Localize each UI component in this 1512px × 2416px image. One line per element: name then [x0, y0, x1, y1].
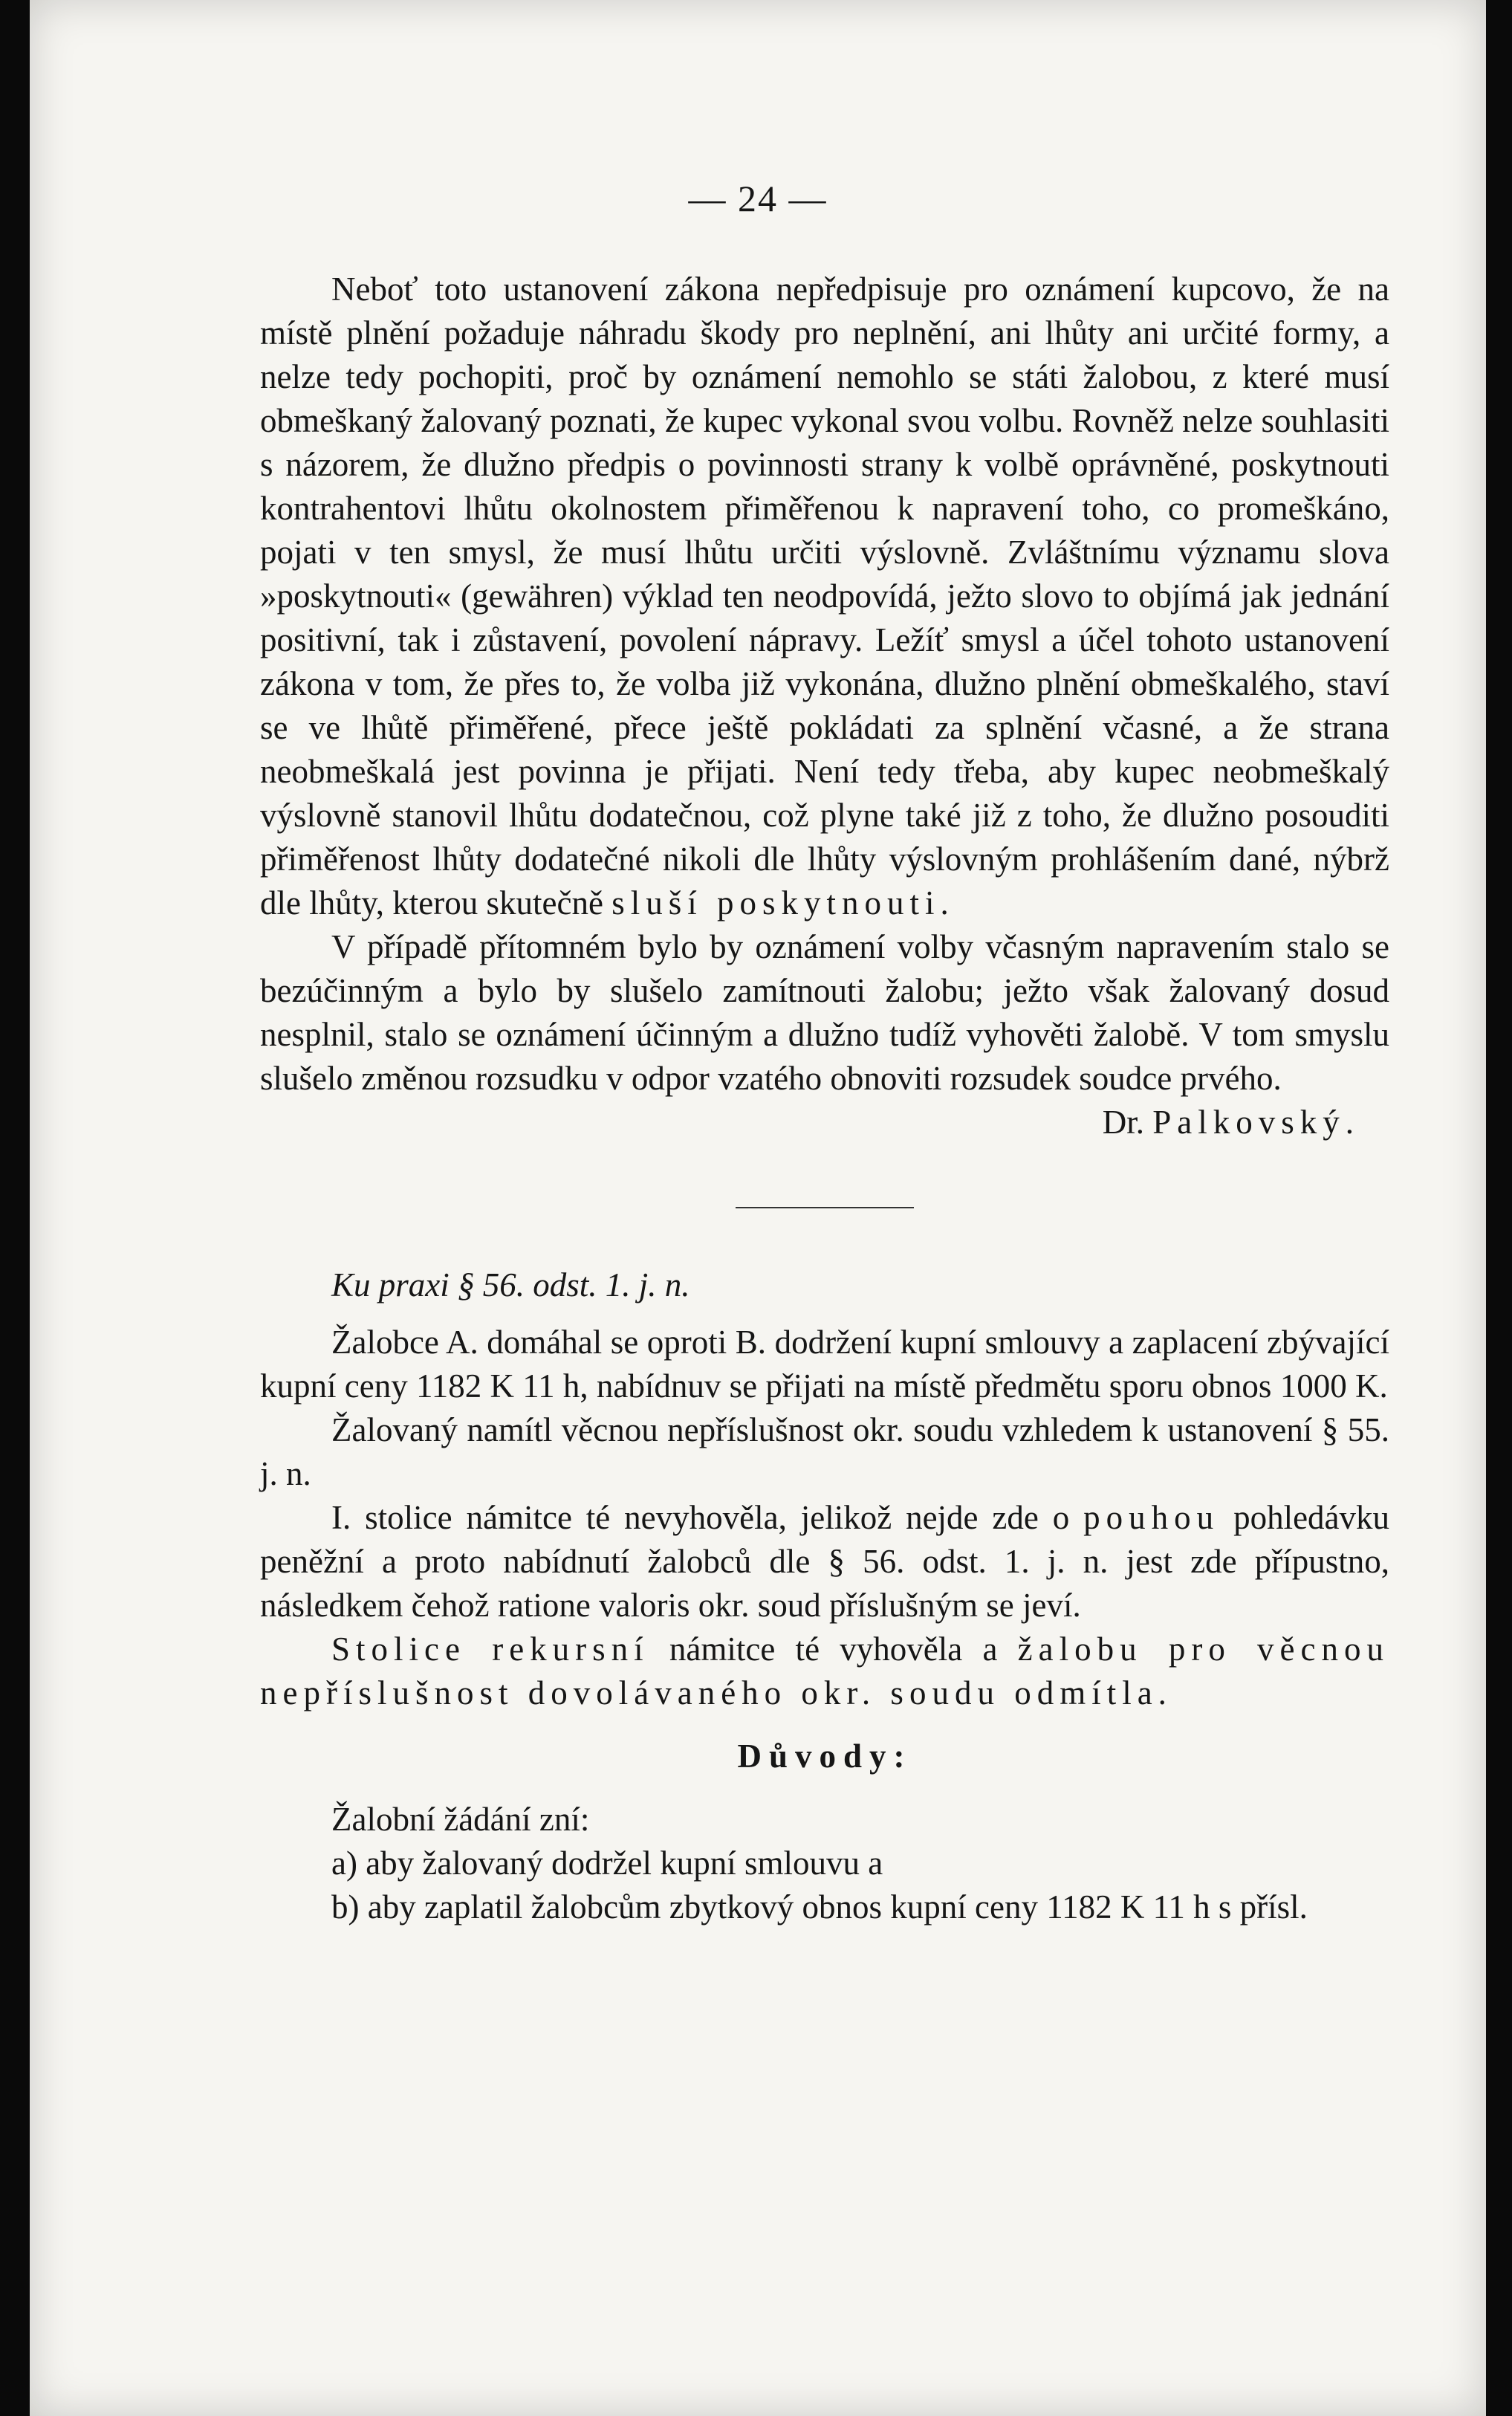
paragraph-1-text: Neboť toto ustanovení zákona nepředpisuje pro oznámení kupcovo, že na místě plnění požaduje náhradu škody pro neplnění, ani lhůty ani určité formy, a nelze tedy pochopiti, proč by oznámení nemohlo se státi žalobou, z které musí obmeškaný žalovaný poznati, že kupec vykonal svou volbu. Rovněž nelze souhlasiti s názorem, že dlužno předpis o povinnosti strany k volbě oprávněné, poskytnouti kontrahentovi lhůtu okolnostem přiměřenou k napravení toho, co promeškáno, pojati v ten smysl, že musí lhůtu určiti výslovně. Zvláštnímu významu slova »poskytnouti« (gewähren) výklad ten neodpovídá, ježto slovo to objímá jak jednání positivní, tak i zůstavení, povolení nápravy. Ležíť smysl a účel tohoto ustanovení zákona v tom, že přes to, že volba již vykonána, dlužno plnění obmeškalého, staví se ve lhůtě přiměřené, přece ještě pokládati za splnění včasné, a že strana neobmeškalá jest povinna je přijati. Není tedy třeba, aby kupec neobmeškalý výslovně stanovil lhůtu dodatečnou, což plyne také již z toho, že dlužno posouditi přiměřenost lhůty dodatečné nikoli dle lhůty výslovným prohlášením dané, nýbrž dle lhůty, kterou skutečně — [260, 271, 1389, 922]
list-item-a: a) aby žalovaný dodržel kupní smlouvu a — [331, 1845, 883, 1882]
paragraph-6-spaced-1: Stolice rekursní — [331, 1630, 649, 1668]
paragraph-1 — [260, 268, 1389, 925]
paragraph-5-spaced: pouhou — [1083, 1499, 1220, 1536]
paragraph-3: Žalobce A. domáhal se oproti B. dodržení kupní smlouvy a zaplacení zbývající kupní ceny 1182 K 11 h, nabídnuv se přijati na místě předmětu sporu obnos 1000 K. — [260, 1324, 1389, 1405]
list-item-b: b) aby zaplatil žalobcům zbytkový obnos kupní ceny 1182 K 11 h s přísl. — [331, 1888, 1308, 1926]
section-divider — [736, 1207, 914, 1208]
paragraph-1-spaced: sluší poskytnouti. — [611, 884, 955, 922]
subheading: Ku praxi § 56. odst. 1. j. n. — [331, 1266, 690, 1303]
signature — [260, 1101, 1389, 1144]
paragraph-2: V případě přítomném bylo by oznámení volby včasným napravením stalo se bezúčinným a bylo by slušelo zamítnouti žalobu; ježto však žalovaný dosud nesplnil, stalo se oznámení účinným a dlužno tudíž vyhověti žalobě. V tom smyslu slušelo změnou rozsudku v odpor vzatého obnoviti rozsudek soudce prvého. — [260, 928, 1389, 1097]
paragraph-6 — [260, 1628, 1389, 1715]
paragraph-6-spaced-2: žalobu pro věcnou nepříslušnost dovolávaného okr. soudu odmítla. — [260, 1630, 1389, 1711]
signature-prefix: Dr. — [1102, 1104, 1144, 1141]
body-text — [260, 268, 1389, 1929]
paragraph-4: Žalovaný namítl věcnou nepříslušnost okr. soudu vzhledem k ustanovení § 55. j. n. — [260, 1411, 1389, 1492]
paragraph-5 — [260, 1496, 1389, 1628]
paragraph-5-text-b: pohledávku peněžní a proto nabídnutí žalobců dle § 56. odst. 1. j. n. jest zde přípustno, následkem čehož ratione valoris okr. soud příslušným se jeví. — [260, 1499, 1390, 1624]
paragraph-7: Žalobní žádání zní: — [331, 1801, 590, 1838]
signature-name: Palkovský. — [1152, 1104, 1360, 1141]
page-number: — 24 — — [688, 178, 828, 219]
paragraph-5-text-a: I. stolice námitce té nevyhověla, jelikož nejde zde o — [331, 1499, 1070, 1536]
document-page — [30, 0, 1486, 2416]
heading-duvody: Důvody: — [737, 1737, 912, 1775]
paragraph-6-text: námitce té vyhověla a — [669, 1630, 998, 1668]
